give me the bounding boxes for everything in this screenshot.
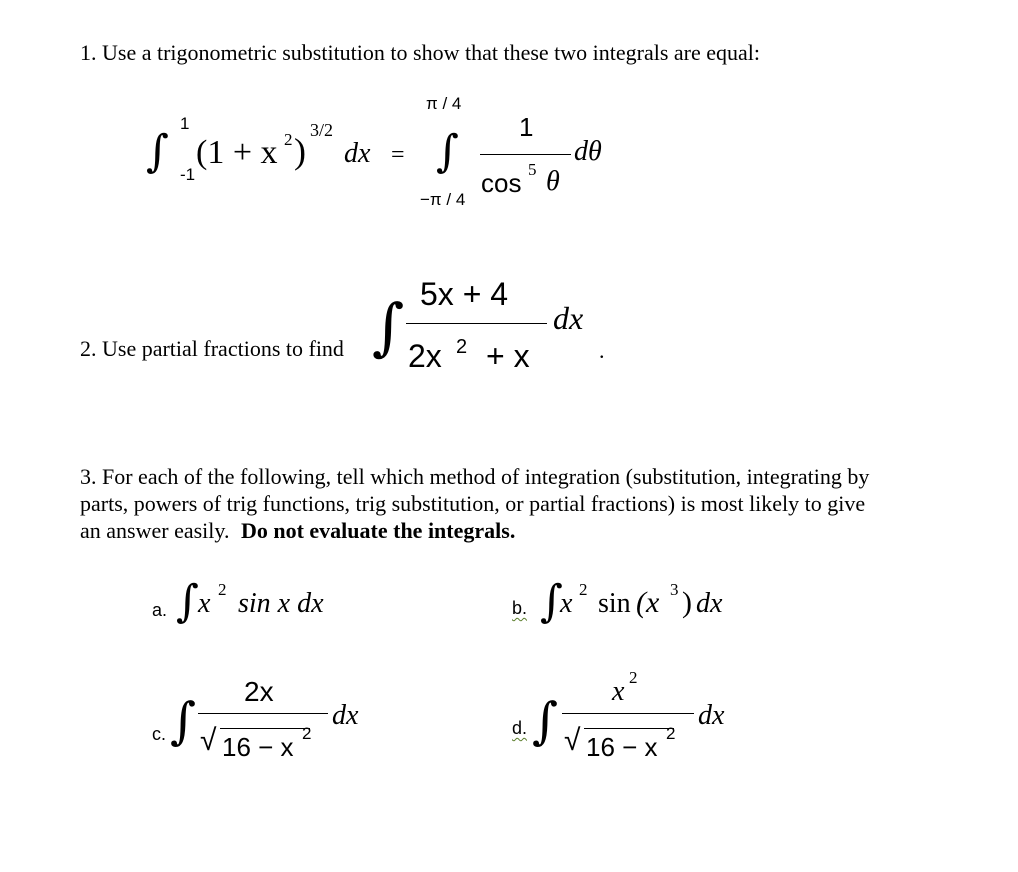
line-3-plain: an answer easily.	[80, 518, 230, 543]
line-3-bold: Do not evaluate the integrals.	[240, 518, 516, 543]
radicand-power: 2	[666, 724, 676, 743]
radicand: 16 − x	[222, 732, 294, 762]
integral-sign: ∫	[372, 290, 405, 363]
problem-3-line-1: 3. For each of the following, tell which method of integration (substitution, integrating by	[80, 464, 870, 489]
upper-limit: 1	[180, 114, 190, 133]
problem-1-text: 1. Use a trigonometric substitution to show that these two integrals are equal:	[80, 40, 761, 65]
equals-sign: =	[391, 142, 405, 168]
radicand-power: 2	[302, 724, 312, 743]
integral-sign: ∫	[436, 126, 459, 177]
cos-power: 5	[528, 160, 537, 179]
d-theta: dθ	[574, 136, 602, 167]
dx: dx	[332, 700, 359, 731]
right-upper-limit: π / 4	[426, 94, 462, 113]
sqrt-sign: √	[200, 724, 217, 757]
integral-sign: ∫	[176, 576, 199, 627]
integral-sign: ∫	[540, 576, 563, 627]
lower-limit: -1	[180, 165, 196, 184]
dx: dx	[553, 300, 584, 336]
integral-sign: ∫	[146, 126, 169, 177]
denominator-rest: + x	[486, 338, 530, 374]
fraction-bar	[480, 154, 571, 155]
integral-sign: ∫	[532, 692, 559, 750]
problem-2-text: 2. Use partial fractions to find	[80, 336, 344, 361]
sqrt-bar	[584, 728, 674, 729]
denominator-power: 2	[456, 336, 468, 358]
integral-sign: ∫	[170, 692, 197, 750]
fraction-numerator: 2x	[244, 676, 274, 707]
left-base: (1 + x	[196, 134, 278, 171]
sin-x-dx: sin x dx	[238, 588, 324, 619]
sqrt-sign: √	[564, 724, 581, 757]
label-c: c.	[152, 724, 167, 744]
label-d: d.	[512, 718, 528, 738]
x-term: x	[560, 588, 573, 619]
cos-text: cos	[481, 168, 522, 198]
x-term: x	[198, 588, 211, 619]
inner-x: (x	[636, 586, 660, 619]
dx: dx	[698, 700, 725, 731]
label-b: b.	[512, 598, 528, 618]
theta: θ	[546, 166, 560, 197]
fraction-numerator: 1	[519, 112, 534, 142]
fraction-bar	[198, 713, 328, 714]
left-dx: dx	[344, 138, 371, 169]
fraction-bar	[562, 713, 694, 714]
fraction-numerator: 5x + 4	[420, 276, 509, 312]
problem-3-line-2: parts, powers of trig functions, trig substitution, or partial fractions) is most likely to give	[80, 491, 866, 516]
fraction-bar	[406, 323, 547, 324]
fraction-numerator: x	[612, 676, 625, 707]
right-lower-limit: −π / 4	[420, 190, 466, 209]
denominator-term: 2x	[408, 338, 442, 374]
inner-power: 3	[670, 580, 679, 599]
radicand: 16 − x	[586, 732, 658, 762]
left-close-paren: )	[294, 131, 306, 171]
label-a: a.	[152, 600, 168, 620]
left-squared: 2	[284, 130, 293, 149]
left-power: 3/2	[310, 120, 334, 140]
period: .	[599, 338, 605, 363]
problem-3-line-3	[80, 518, 515, 544]
dx: dx	[696, 588, 723, 619]
numerator-power: 2	[629, 668, 638, 687]
close-paren: )	[682, 586, 692, 619]
sin-text: sin	[598, 588, 631, 619]
sqrt-bar	[220, 728, 310, 729]
x-power: 2	[218, 580, 227, 599]
x-power: 2	[579, 580, 588, 599]
